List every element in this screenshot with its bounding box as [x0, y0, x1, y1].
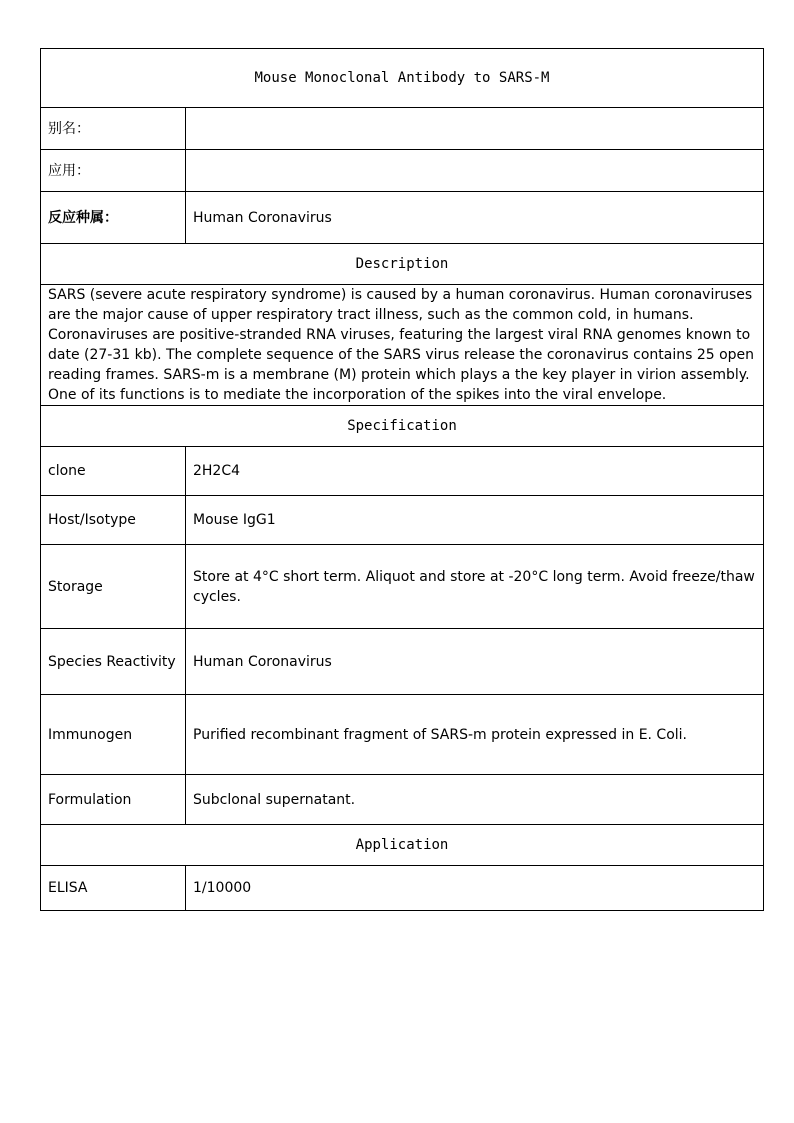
- spec-row-immunogen: [41, 695, 764, 775]
- title-row: [41, 49, 764, 108]
- spec-value: 2H2C4: [186, 447, 764, 496]
- specification-heading: Specification: [41, 406, 764, 447]
- spec-row-clone: [41, 447, 764, 496]
- spec-value: Human Coronavirus: [186, 629, 764, 695]
- spec-value: Mouse IgG1: [186, 496, 764, 545]
- spec-label: Immunogen: [41, 695, 186, 775]
- description-heading: Description: [41, 244, 764, 285]
- application-row-elisa: [41, 866, 764, 911]
- spec-row-formulation: [41, 775, 764, 825]
- spec-label: Species Reactivity: [41, 629, 186, 695]
- spec-label: Storage: [41, 545, 186, 629]
- reactivity-value: Human Coronavirus: [186, 192, 764, 244]
- spec-label: Host/Isotype: [41, 496, 186, 545]
- application-row: [41, 150, 764, 192]
- spec-label: Formulation: [41, 775, 186, 825]
- spec-value: Store at 4°C short term. Aliquot and store at -20°C long term. Avoid freeze/thaw cycles.: [186, 545, 764, 629]
- datasheet-table: [40, 48, 764, 911]
- application-label: 应用：: [41, 150, 186, 192]
- spec-row-storage: [41, 545, 764, 629]
- description-heading-row: [41, 244, 764, 285]
- spec-row-host-isotype: [41, 496, 764, 545]
- application-dilution: 1/10000: [186, 866, 764, 911]
- description-text: SARS (severe acute respiratory syndrome) is caused by a human coronavirus. Human coronaviruses are the major cause of upper respiratory tract illness, such as the common cold, in humans. Coronaviruses are positive-stranded RNA viruses, featuring the largest viral RNA genomes known to date (27-31 kb). The complete sequence of the SARS virus release the coronavirus contains 25 open reading frames. SARS-m is a membrane (M) protein which plays a the key player in virion assembly. One of its functions is to mediate the incorporation of the spikes into the viral envelope.: [41, 285, 764, 406]
- application-value: [186, 150, 764, 192]
- application-heading-row: [41, 825, 764, 866]
- application-heading: Application: [41, 825, 764, 866]
- reactivity-label: 反应种属：: [41, 192, 186, 244]
- page-title: Mouse Monoclonal Antibody to SARS-M: [41, 49, 764, 108]
- spec-value: Subclonal supernatant.: [186, 775, 764, 825]
- spec-label: clone: [41, 447, 186, 496]
- spec-row-species-reactivity: [41, 629, 764, 695]
- specification-heading-row: [41, 406, 764, 447]
- alias-label: 别名：: [41, 108, 186, 150]
- alias-value: [186, 108, 764, 150]
- alias-row: [41, 108, 764, 150]
- description-row: [41, 285, 764, 406]
- application-method: ELISA: [41, 866, 186, 911]
- spec-value: Purified recombinant fragment of SARS-m protein expressed in E. Coli.: [186, 695, 764, 775]
- reactivity-row: [41, 192, 764, 244]
